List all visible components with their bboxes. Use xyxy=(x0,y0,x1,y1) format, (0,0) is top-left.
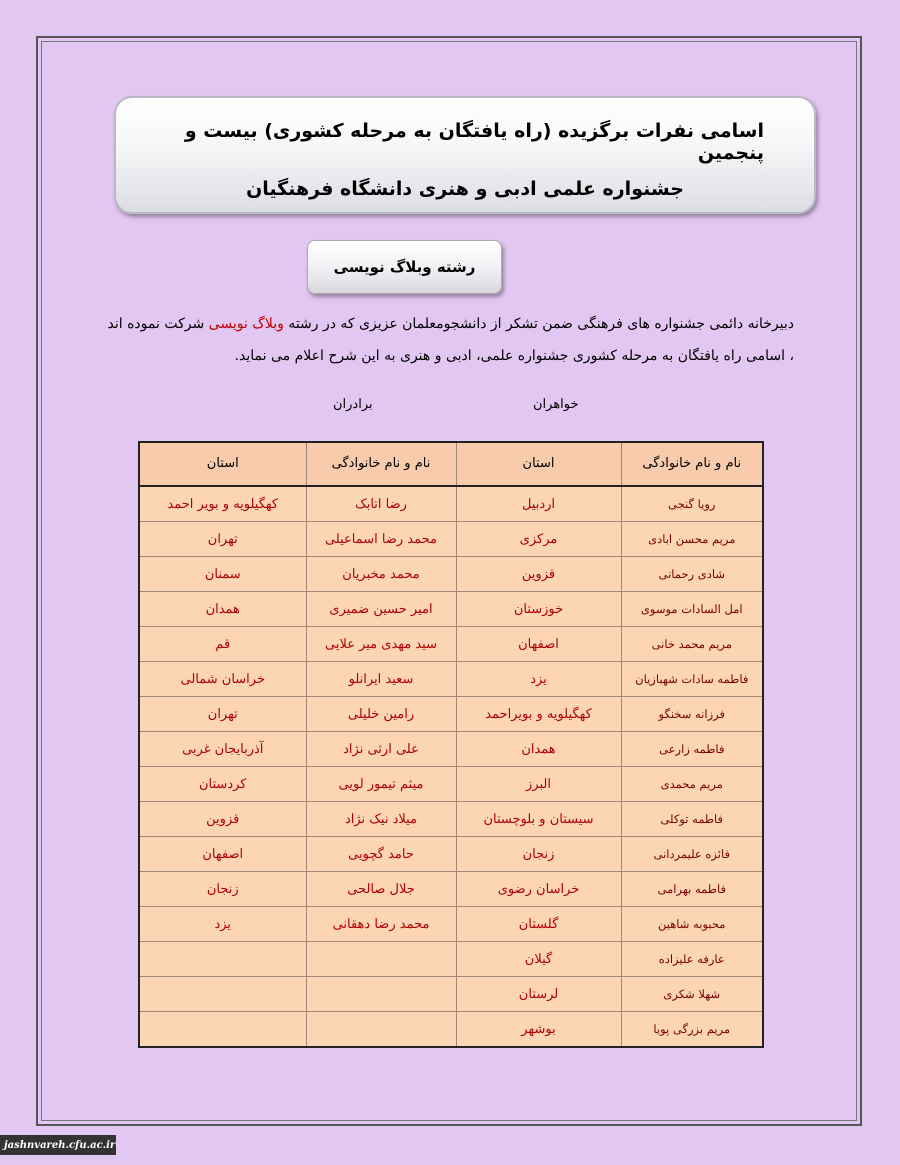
brother-province-cell: کهگیلویه و بویر احمد xyxy=(139,486,306,522)
table-row xyxy=(139,837,763,872)
sister-province-cell: لرستان xyxy=(456,977,621,1012)
brother-name-cell: محمد رضا دهقانی xyxy=(306,907,456,942)
sister-name-cell: فرزانه سخنگو xyxy=(621,697,763,732)
sister-province-cell: قزوین xyxy=(456,557,621,592)
sister-province-cell: البرز xyxy=(456,767,621,802)
sister-province-cell: مرکزی xyxy=(456,522,621,557)
sister-province-cell: سیستان و بلوچستان xyxy=(456,802,621,837)
sister-province-cell: بوشهر xyxy=(456,1012,621,1048)
sister-name-cell: امل السادات موسوی xyxy=(621,592,763,627)
sister-name-cell: فاطمه زارعی xyxy=(621,732,763,767)
brother-province-cell: تهران xyxy=(139,697,306,732)
brother-name-cell: امیر حسین ضمیری xyxy=(306,592,456,627)
brother-province-cell: سمنان xyxy=(139,557,306,592)
group-label-sisters: خواهران xyxy=(533,397,579,412)
header-brother-name: نام و نام خانوادگی xyxy=(306,442,456,486)
table-row xyxy=(139,942,763,977)
header-sister-province: استان xyxy=(456,442,621,486)
brother-name-cell: علی ارثی نژاد xyxy=(306,732,456,767)
table-row xyxy=(139,697,763,732)
intro-highlight: وبلاگ نویسی xyxy=(208,316,284,332)
table-row xyxy=(139,662,763,697)
brother-province-cell: قم xyxy=(139,627,306,662)
table-row xyxy=(139,522,763,557)
sister-name-cell: عارفه علیزاده xyxy=(621,942,763,977)
sister-province-cell: کهگیلویه و بویراحمد xyxy=(456,697,621,732)
brother-province-cell: قزوین xyxy=(139,802,306,837)
winners-table xyxy=(138,441,764,1048)
sister-province-cell: گیلان xyxy=(456,942,621,977)
table-row xyxy=(139,486,763,522)
table-row xyxy=(139,592,763,627)
table-row xyxy=(139,767,763,802)
brother-province-cell xyxy=(139,977,306,1012)
brother-name-cell xyxy=(306,1012,456,1048)
header-sister-name: نام و نام خانوادگی xyxy=(621,442,763,486)
sister-name-cell: مریم محمد خانی xyxy=(621,627,763,662)
brother-name-cell: میلاد نیک نژاد xyxy=(306,802,456,837)
sister-name-cell: فائزه علیمردانی xyxy=(621,837,763,872)
sister-province-cell: اردبیل xyxy=(456,486,621,522)
group-label-brothers: برادران xyxy=(333,397,373,412)
table-row xyxy=(139,627,763,662)
table-row xyxy=(139,907,763,942)
sister-name-cell: مریم بزرگی پویا xyxy=(621,1012,763,1048)
brother-province-cell: کردستان xyxy=(139,767,306,802)
brother-name-cell: محمد رضا اسماعیلی xyxy=(306,522,456,557)
brother-province-cell: خراسان شمالی xyxy=(139,662,306,697)
brother-province-cell: اصفهان xyxy=(139,837,306,872)
brother-province-cell xyxy=(139,942,306,977)
sister-province-cell: زنجان xyxy=(456,837,621,872)
brother-province-cell xyxy=(139,1012,306,1048)
sister-province-cell: خوزستان xyxy=(456,592,621,627)
table-row xyxy=(139,732,763,767)
brother-province-cell: یزد xyxy=(139,907,306,942)
section-title: رشته وبلاگ نویسی xyxy=(307,240,502,294)
brother-name-cell xyxy=(306,942,456,977)
sister-name-cell: شهلا شکری xyxy=(621,977,763,1012)
brother-name-cell: میثم تیمور لویی xyxy=(306,767,456,802)
sister-name-cell: مریم محسن ابادی xyxy=(621,522,763,557)
brother-name-cell: جلال صالحی xyxy=(306,872,456,907)
brother-province-cell: تهران xyxy=(139,522,306,557)
intro-part-1: دبیرخانه دائمی جشنواره های فرهنگی ضمن تشکر از دانشجومعلمان عزیزی که در رشته xyxy=(283,316,794,332)
sister-province-cell: خراسان رضوی xyxy=(456,872,621,907)
sister-province-cell: همدان xyxy=(456,732,621,767)
brother-name-cell: رامین خلیلی xyxy=(306,697,456,732)
table-header-row xyxy=(139,442,763,486)
title-box xyxy=(114,96,816,214)
brother-name-cell xyxy=(306,977,456,1012)
brother-name-cell: حامد گچویی xyxy=(306,837,456,872)
site-watermark: jashnvareh.cfu.ac.ir xyxy=(0,1135,116,1155)
sister-name-cell: محبوبه شاهین xyxy=(621,907,763,942)
intro-part-2: شرکت نموده اند ، اسامی راه یافتگان به مرحله کشوری جشنواره علمی، ادبی و هنری به این شرح اعلام می نماید. xyxy=(107,316,794,364)
intro-paragraph xyxy=(104,308,794,372)
title-line-2: جشنواره علمی ادبی و هنری دانشگاه فرهنگیان xyxy=(246,178,684,200)
sister-name-cell: فاطمه توکلی xyxy=(621,802,763,837)
sister-province-cell: اصفهان xyxy=(456,627,621,662)
sister-name-cell: شادی رحمانی xyxy=(621,557,763,592)
brother-name-cell: سید مهدی میر علایی xyxy=(306,627,456,662)
brother-province-cell: همدان xyxy=(139,592,306,627)
sister-name-cell: فاطمه بهرامی xyxy=(621,872,763,907)
header-brother-province: استان xyxy=(139,442,306,486)
table-row xyxy=(139,977,763,1012)
brother-province-cell: زنجان xyxy=(139,872,306,907)
table-row xyxy=(139,557,763,592)
brother-name-cell: سعید ایرانلو xyxy=(306,662,456,697)
brother-name-cell: رضا اتابک xyxy=(306,486,456,522)
brother-province-cell: آذربایجان غربی xyxy=(139,732,306,767)
table-row xyxy=(139,1012,763,1048)
title-line-1: اسامی نفرات برگزیده (راه یافتگان به مرحله کشوری) بیست و پنجمین xyxy=(184,120,764,164)
table-row xyxy=(139,802,763,837)
sister-name-cell: مریم محمدی xyxy=(621,767,763,802)
sister-name-cell: فاطمه سادات شهبازیان xyxy=(621,662,763,697)
brother-name-cell: محمد مخبریان xyxy=(306,557,456,592)
sister-province-cell: گلستان xyxy=(456,907,621,942)
sister-province-cell: یزد xyxy=(456,662,621,697)
sister-name-cell: رویا گنجی xyxy=(621,486,763,522)
table-row xyxy=(139,872,763,907)
